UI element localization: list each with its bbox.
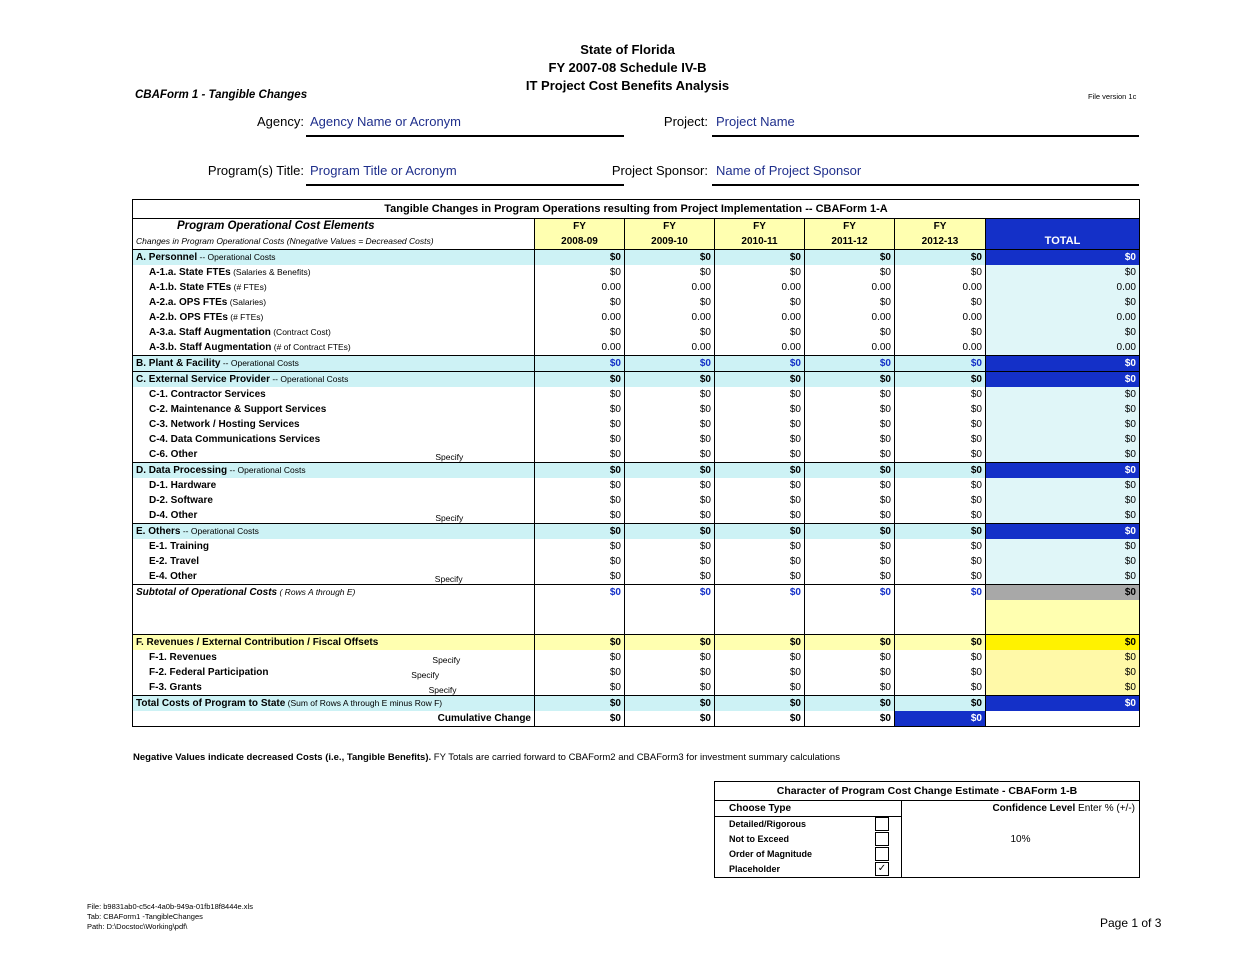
fy-year-5: 2012-13: [895, 234, 986, 250]
cell-total: $0: [986, 569, 1140, 585]
cell-value[interactable]: $0: [625, 417, 715, 432]
header-analysis: IT Project Cost Benefits Analysis: [525, 78, 730, 93]
cell-value[interactable]: $0: [805, 680, 895, 696]
cell-value[interactable]: $0: [895, 569, 986, 585]
row-label-d4: D-4. Other Specify: [133, 508, 535, 524]
cell-value[interactable]: $0: [805, 508, 895, 524]
cell-total: $0: [986, 493, 1140, 508]
cell-value[interactable]: 0.00: [715, 340, 805, 356]
cumulative-change-label: Cumulative Change: [133, 711, 535, 727]
choose-type-label: Choose Type: [715, 801, 864, 817]
cell-value[interactable]: $0: [535, 680, 625, 696]
cell-value[interactable]: $0: [715, 508, 805, 524]
cell-value[interactable]: $0: [895, 295, 986, 310]
row-label-c2: C-2. Maintenance & Support Services: [133, 402, 535, 417]
cell-value[interactable]: $0: [625, 493, 715, 508]
cell-value[interactable]: $0: [805, 417, 895, 432]
fy-label: FY: [895, 219, 986, 235]
cell-value[interactable]: $0: [805, 402, 895, 417]
cell-value[interactable]: 0.00: [625, 280, 715, 295]
cell-value[interactable]: $0: [805, 478, 895, 493]
cell-value[interactable]: $0: [895, 650, 986, 665]
cell-total: $0: [986, 387, 1140, 402]
header-schedule: FY 2007-08 Schedule IV-B: [548, 60, 707, 75]
cell-total: $0: [986, 447, 1140, 463]
table-row: [133, 372, 1140, 388]
cell-value[interactable]: $0: [535, 463, 625, 479]
cell-value[interactable]: $0: [625, 265, 715, 280]
row-label-d1: D-1. Hardware: [133, 478, 535, 493]
cell-value[interactable]: $0: [895, 696, 986, 712]
row-label-b: B. Plant & Facility -- Operational Costs: [133, 356, 535, 372]
cell-value[interactable]: $0: [535, 250, 625, 266]
option-not-to-exceed: Not to Exceed: [715, 832, 864, 847]
table-row: [133, 600, 1140, 635]
cell-value[interactable]: $0: [805, 447, 895, 463]
cell-value[interactable]: $0: [625, 696, 715, 712]
checkbox-placeholder[interactable]: ✓: [875, 862, 889, 876]
cell-total: $0: [986, 680, 1140, 696]
cell-value: $0: [805, 711, 895, 727]
table-row: [133, 387, 1140, 402]
row-label-f2: F-2. Federal Participation Specify: [133, 665, 535, 680]
cell-value[interactable]: $0: [535, 432, 625, 447]
cell-value[interactable]: $0: [625, 539, 715, 554]
cell-total: $0: [986, 432, 1140, 447]
table-row: [133, 493, 1140, 508]
cell-value[interactable]: $0: [895, 387, 986, 402]
fy-year-2: 2009-10: [625, 234, 715, 250]
cell-value[interactable]: $0: [535, 325, 625, 340]
program-field[interactable]: Program Title or Acronym: [310, 163, 457, 178]
table-row: [133, 585, 1140, 601]
cell-value[interactable]: $0: [715, 295, 805, 310]
cell-total: $0: [986, 325, 1140, 340]
table-row: [133, 635, 1140, 651]
cell-value[interactable]: $0: [535, 265, 625, 280]
cell-value[interactable]: 0.00: [895, 310, 986, 325]
table-row: [133, 325, 1140, 340]
cell-value[interactable]: $0: [805, 250, 895, 266]
cell-value[interactable]: $0: [805, 432, 895, 447]
cell-value[interactable]: $0: [535, 569, 625, 585]
table-row: [133, 478, 1140, 493]
cell-value: $0: [895, 711, 986, 727]
footer-tab: Tab: CBAForm1 -TangibleChanges: [87, 912, 203, 921]
cell-value[interactable]: $0: [895, 265, 986, 280]
table-row: [133, 524, 1140, 540]
cell-value[interactable]: $0: [715, 402, 805, 417]
checkbox-order-of-magnitude[interactable]: [875, 847, 889, 861]
table-row: [133, 356, 1140, 372]
cell-value[interactable]: $0: [625, 524, 715, 540]
cell-value[interactable]: $0: [625, 478, 715, 493]
cell-value[interactable]: $0: [535, 372, 625, 388]
file-version: File version 1c: [1088, 92, 1137, 101]
cell-value[interactable]: $0: [535, 539, 625, 554]
cell-value[interactable]: $0: [535, 635, 625, 651]
cell-value[interactable]: $0: [535, 356, 625, 372]
cell-total: $0: [986, 295, 1140, 310]
cell-value[interactable]: 0.00: [715, 310, 805, 325]
cell-value[interactable]: $0: [715, 680, 805, 696]
option-detailed: Detailed/Rigorous: [715, 817, 864, 833]
row-label-e1: E-1. Training: [133, 539, 535, 554]
program-underline: [306, 184, 624, 186]
page-number: Page 1 of 3: [1100, 916, 1162, 930]
row-label-c: C. External Service Provider -- Operational Costs: [133, 372, 535, 388]
cell-value[interactable]: 0.00: [805, 280, 895, 295]
cell-value[interactable]: $0: [895, 402, 986, 417]
row-label-subtotal: Subtotal of Operational Costs ( Rows A through E): [133, 585, 535, 601]
cell-value[interactable]: $0: [715, 478, 805, 493]
table-row: [133, 340, 1140, 356]
fy-label: FY: [625, 219, 715, 235]
cell-value[interactable]: $0: [625, 463, 715, 479]
cell-value[interactable]: $0: [625, 432, 715, 447]
cell-total: $0: [986, 524, 1140, 540]
cell-value[interactable]: $0: [715, 554, 805, 569]
table-row: [133, 250, 1140, 266]
row-label-c3: C-3. Network / Hosting Services: [133, 417, 535, 432]
fy-label: FY: [805, 219, 895, 235]
cell-value[interactable]: $0: [715, 387, 805, 402]
cell-value[interactable]: $0: [535, 524, 625, 540]
cell-total: $0: [986, 463, 1140, 479]
cell-value[interactable]: $0: [535, 387, 625, 402]
footer-path: Path: D:\Docstoc\Working\pdf\: [87, 922, 188, 931]
table-row: [133, 280, 1140, 295]
footer-info: [87, 902, 253, 932]
cell-value[interactable]: 0.00: [535, 280, 625, 295]
cell-value[interactable]: $0: [535, 402, 625, 417]
table-row: [133, 696, 1140, 712]
cell-total: 0.00: [986, 340, 1140, 356]
table-row: [133, 711, 1140, 727]
confidence-percent[interactable]: 10%: [902, 817, 1140, 863]
cell-value[interactable]: $0: [895, 554, 986, 569]
cell-value[interactable]: $0: [535, 554, 625, 569]
row-label-c4: C-4. Data Communications Services: [133, 432, 535, 447]
cell-value[interactable]: $0: [895, 463, 986, 479]
cell-value[interactable]: $0: [805, 356, 895, 372]
cell-value[interactable]: $0: [895, 478, 986, 493]
cell-value[interactable]: $0: [715, 447, 805, 463]
agency-label: Agency:: [257, 114, 304, 129]
elements-subheader: Changes in Program Operational Costs (Nnegative Values = Decreased Costs): [133, 234, 535, 250]
cell-total: $0: [986, 665, 1140, 680]
row-label-e4: E-4. Other Specify: [133, 569, 535, 585]
cell-value[interactable]: $0: [715, 493, 805, 508]
cell-value[interactable]: $0: [625, 554, 715, 569]
cell-value[interactable]: $0: [715, 524, 805, 540]
cell-value[interactable]: $0: [535, 585, 625, 601]
cell-value[interactable]: $0: [715, 569, 805, 585]
cell-value[interactable]: $0: [805, 650, 895, 665]
table-row: [133, 402, 1140, 417]
cell-value[interactable]: $0: [535, 696, 625, 712]
cell-value[interactable]: $0: [895, 372, 986, 388]
cell-value[interactable]: $0: [895, 665, 986, 680]
cell-value[interactable]: $0: [895, 325, 986, 340]
table-row: [133, 463, 1140, 479]
project-underline: [712, 135, 1139, 137]
cell-total: $0: [986, 402, 1140, 417]
sponsor-label: Project Sponsor:: [611, 163, 708, 178]
row-label-a: A. Personnel -- Operational Costs: [133, 250, 535, 266]
footer-file: File: b9831ab0-c5c4-4a0b-949a-01fb18f8444e.xls: [87, 902, 253, 911]
row-label-a1a: A-1.a. State FTEs (Salaries & Benefits): [133, 265, 535, 280]
cell-value[interactable]: $0: [895, 356, 986, 372]
table-row: [133, 417, 1140, 432]
cell-value[interactable]: 0.00: [535, 340, 625, 356]
cbaform-1b-table: [714, 781, 1140, 878]
cell-value[interactable]: $0: [625, 650, 715, 665]
cell-value[interactable]: $0: [895, 417, 986, 432]
cell-value[interactable]: $0: [805, 493, 895, 508]
cell-value[interactable]: $0: [715, 325, 805, 340]
cell-value[interactable]: $0: [625, 665, 715, 680]
cell-total: $0: [986, 417, 1140, 432]
cell-value[interactable]: $0: [805, 539, 895, 554]
project-field[interactable]: Project Name: [716, 114, 795, 129]
cell-value[interactable]: $0: [715, 635, 805, 651]
cell-value[interactable]: $0: [895, 432, 986, 447]
cell-value[interactable]: $0: [895, 585, 986, 601]
cbform-title: Character of Program Cost Change Estimate - CBAForm 1-B: [715, 782, 1140, 801]
confidence-label: Confidence Level Enter % (+/-): [902, 801, 1140, 817]
cell-value[interactable]: $0: [805, 295, 895, 310]
cell-value[interactable]: $0: [625, 680, 715, 696]
row-label-c6: C-6. Other Specify: [133, 447, 535, 463]
cell-value[interactable]: 0.00: [715, 280, 805, 295]
fy-year-1: 2008-09: [535, 234, 625, 250]
cell-value[interactable]: $0: [805, 569, 895, 585]
cell-value[interactable]: $0: [625, 508, 715, 524]
agency-field[interactable]: Agency Name or Acronym: [310, 114, 462, 129]
table-row: [133, 295, 1140, 310]
cell-value: $0: [625, 711, 715, 727]
fy-label: FY: [715, 219, 805, 235]
cell-value[interactable]: $0: [715, 696, 805, 712]
cell-value[interactable]: $0: [715, 265, 805, 280]
cell-value[interactable]: $0: [625, 325, 715, 340]
cell-value[interactable]: $0: [895, 493, 986, 508]
cell-value[interactable]: $0: [625, 295, 715, 310]
table-row: [133, 447, 1140, 463]
cell-total: $0: [986, 650, 1140, 665]
checkbox-detailed[interactable]: [875, 817, 889, 831]
cell-value[interactable]: $0: [805, 372, 895, 388]
cell-value[interactable]: $0: [895, 508, 986, 524]
cell-total: $0: [986, 478, 1140, 493]
cell-total: $0: [986, 356, 1140, 372]
cell-value[interactable]: $0: [535, 665, 625, 680]
cell-value[interactable]: $0: [535, 478, 625, 493]
table-row: [133, 539, 1140, 554]
row-label-d: D. Data Processing -- Operational Costs: [133, 463, 535, 479]
cell-value[interactable]: $0: [805, 696, 895, 712]
cell-value[interactable]: $0: [625, 447, 715, 463]
cell-value[interactable]: $0: [625, 372, 715, 388]
cell-value[interactable]: $0: [625, 585, 715, 601]
cell-value[interactable]: 0.00: [625, 340, 715, 356]
table-row: [133, 650, 1140, 665]
cell-total: 0.00: [986, 280, 1140, 295]
cell-value[interactable]: $0: [625, 635, 715, 651]
table-row: [133, 508, 1140, 524]
option-order-of-magnitude: Order of Magnitude: [715, 847, 864, 862]
cell-value[interactable]: $0: [535, 417, 625, 432]
tangible-changes-table: [132, 199, 1140, 727]
cell-value[interactable]: 0.00: [805, 340, 895, 356]
cell-value[interactable]: $0: [715, 463, 805, 479]
header-state: State of Florida: [580, 42, 675, 57]
cell-value[interactable]: $0: [715, 417, 805, 432]
row-label-c1: C-1. Contractor Services: [133, 387, 535, 402]
cell-value: $0: [535, 711, 625, 727]
cell-total: 0.00: [986, 310, 1140, 325]
table-row: [133, 554, 1140, 569]
fy-year-3: 2010-11: [715, 234, 805, 250]
cell-value[interactable]: $0: [805, 325, 895, 340]
cell-value[interactable]: $0: [895, 635, 986, 651]
cell-value[interactable]: $0: [625, 569, 715, 585]
cell-value[interactable]: 0.00: [895, 280, 986, 295]
table-title: Tangible Changes in Program Operations resulting from Project Implementation -- CBAForm 1-A: [133, 200, 1140, 219]
cell-value[interactable]: $0: [895, 680, 986, 696]
cell-value[interactable]: 0.00: [895, 340, 986, 356]
agency-underline: [306, 135, 624, 137]
cell-total: $0: [986, 585, 1140, 601]
cell-value[interactable]: $0: [805, 387, 895, 402]
table-row: [133, 665, 1140, 680]
cell-value[interactable]: $0: [895, 250, 986, 266]
option-placeholder: Placeholder: [715, 862, 864, 878]
table-row: [133, 432, 1140, 447]
cell-value[interactable]: $0: [805, 554, 895, 569]
checkbox-not-to-exceed[interactable]: [875, 832, 889, 846]
cell-value[interactable]: $0: [715, 356, 805, 372]
row-label-f3: F-3. Grants Specify: [133, 680, 535, 696]
cell-value[interactable]: $0: [805, 635, 895, 651]
cell-value[interactable]: $0: [535, 650, 625, 665]
elements-header: Program Operational Cost Elements: [133, 219, 535, 235]
sponsor-underline: [712, 184, 1139, 186]
cell-total: $0: [986, 265, 1140, 280]
cell-value[interactable]: $0: [715, 665, 805, 680]
project-label: Project:: [663, 114, 708, 129]
row-label-d2: D-2. Software: [133, 493, 535, 508]
cell-value[interactable]: $0: [805, 585, 895, 601]
cell-total: $0: [986, 508, 1140, 524]
table-row: [133, 310, 1140, 325]
cell-value[interactable]: $0: [715, 585, 805, 601]
row-label-e2: E-2. Travel: [133, 554, 535, 569]
row-label-a3b: A-3.b. Staff Augmentation (# of Contract FTEs): [133, 340, 535, 356]
fy-year-4: 2011-12: [805, 234, 895, 250]
row-label-f: F. Revenues / External Contribution / Fiscal Offsets: [133, 635, 535, 651]
fy-label: FY: [535, 219, 625, 235]
row-label-a3a: A-3.a. Staff Augmentation (Contract Cost): [133, 325, 535, 340]
row-label-e: E. Others -- Operational Costs: [133, 524, 535, 540]
cell-value[interactable]: $0: [805, 665, 895, 680]
cell-value[interactable]: 0.00: [625, 310, 715, 325]
cell-value[interactable]: $0: [895, 524, 986, 540]
row-label-a2a: A-2.a. OPS FTEs (Salaries): [133, 295, 535, 310]
cell-value[interactable]: 0.00: [535, 310, 625, 325]
cell-value[interactable]: $0: [625, 387, 715, 402]
table-row: [133, 680, 1140, 696]
cell-value[interactable]: $0: [895, 539, 986, 554]
cell-value[interactable]: $0: [805, 265, 895, 280]
program-label: Program(s) Title:: [207, 163, 304, 178]
row-label-total: Total Costs of Program to State (Sum of Rows A through E minus Row F): [133, 696, 535, 712]
row-label-a2b: A-2.b. OPS FTEs (# FTEs): [133, 310, 535, 325]
cell-value[interactable]: $0: [625, 250, 715, 266]
form-name: CBAForm 1 - Tangible Changes: [135, 89, 308, 101]
table-note: Negative Values indicate decreased Costs (i.e., Tangible Benefits). FY Totals are carried forward to CBAForm2 and CBAForm3 for investment summary calculations: [133, 752, 840, 763]
row-label-a1b: A-1.b. State FTEs (# FTEs): [133, 280, 535, 295]
cell-value[interactable]: $0: [625, 356, 715, 372]
cell-total: $0: [986, 372, 1140, 388]
cell-total: $0: [986, 250, 1140, 266]
table-row: [133, 569, 1140, 585]
total-header: TOTAL: [986, 219, 1140, 250]
table-row: [133, 265, 1140, 280]
cell-total: $0: [986, 554, 1140, 569]
cell-value[interactable]: $0: [715, 432, 805, 447]
row-label-f1: F-1. Revenues Specify: [133, 650, 535, 665]
cell-value[interactable]: $0: [715, 250, 805, 266]
cell-value[interactable]: $0: [715, 650, 805, 665]
cell-value[interactable]: $0: [715, 372, 805, 388]
cell-value[interactable]: $0: [895, 447, 986, 463]
cell-value[interactable]: $0: [535, 447, 625, 463]
cell-value[interactable]: $0: [715, 539, 805, 554]
cell-value: $0: [715, 711, 805, 727]
cell-value[interactable]: $0: [625, 402, 715, 417]
cell-value[interactable]: $0: [535, 493, 625, 508]
cell-value[interactable]: 0.00: [805, 310, 895, 325]
sponsor-field[interactable]: Name of Project Sponsor: [716, 163, 862, 178]
cell-total: $0: [986, 635, 1140, 651]
cell-total: $0: [986, 539, 1140, 554]
cell-value[interactable]: $0: [535, 508, 625, 524]
cell-value[interactable]: $0: [805, 524, 895, 540]
cell-value[interactable]: $0: [805, 463, 895, 479]
cell-total: $0: [986, 696, 1140, 712]
cell-value[interactable]: $0: [535, 295, 625, 310]
